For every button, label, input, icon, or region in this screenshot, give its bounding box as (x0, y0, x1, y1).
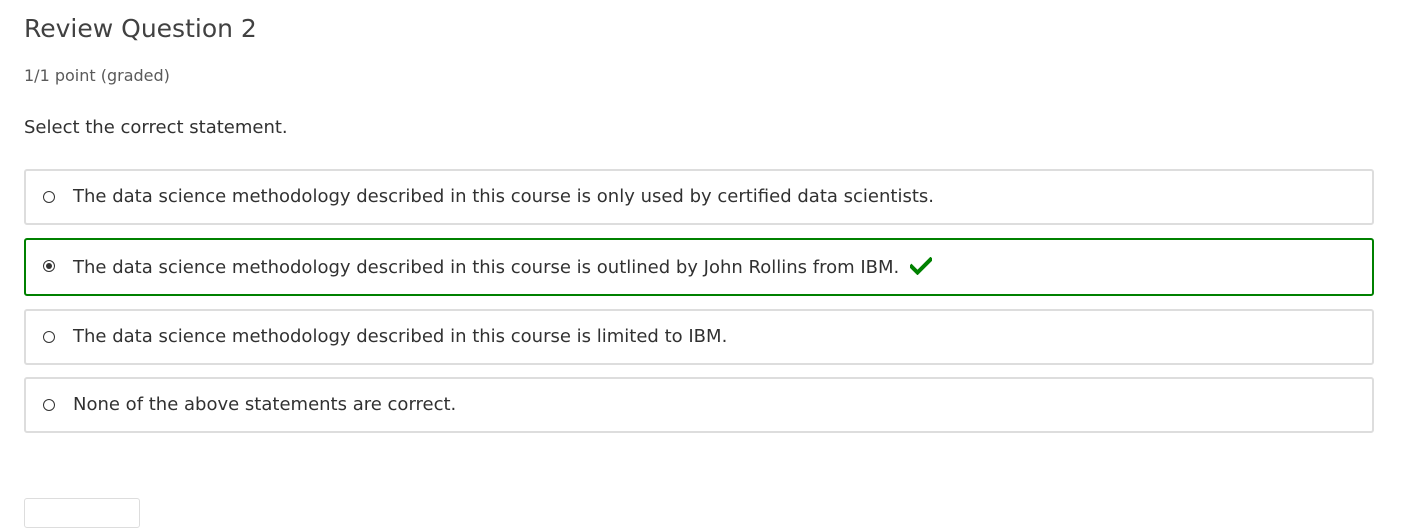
choice-option-3[interactable] (24, 309, 1374, 365)
choice-option-4[interactable] (24, 377, 1374, 433)
radio-button-selected[interactable] (43, 260, 55, 272)
choice-label: The data science methodology described in this course is limited to IBM. (73, 326, 728, 347)
choice-option-2[interactable] (24, 238, 1374, 296)
choice-label: None of the above statements are correct. (73, 394, 457, 415)
choice-label: The data science methodology described in this course is only used by certified data scientists. (73, 186, 934, 207)
radio-button[interactable] (43, 331, 55, 343)
choice-label: The data science methodology described in this course is outlined by John Rollins from IBM. (73, 257, 900, 278)
choice-option-1[interactable] (24, 169, 1374, 225)
problem-title: Review Question 2 (24, 14, 257, 43)
choice-label-wrapper (73, 257, 932, 278)
checkmark-icon (910, 257, 932, 275)
question-prompt: Select the correct statement. (24, 117, 288, 138)
points-status: 1/1 point (graded) (24, 66, 170, 85)
submit-button[interactable] (24, 498, 140, 528)
radio-button[interactable] (43, 191, 55, 203)
radio-button[interactable] (43, 399, 55, 411)
